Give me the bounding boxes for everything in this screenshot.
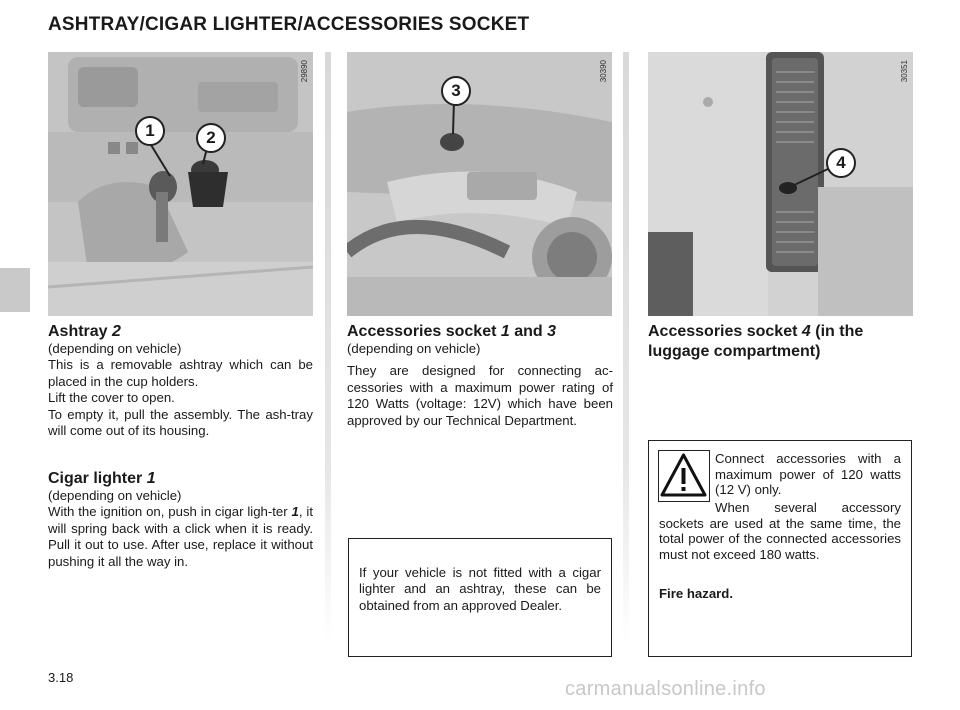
ashtray-heading: Ashtray 2 — [48, 323, 121, 340]
chapter-tab — [0, 268, 30, 312]
callout-4: 4 — [826, 148, 856, 178]
photo-code: 30351 — [900, 60, 909, 83]
page-number: 3.18 — [48, 670, 74, 685]
note-box — [348, 538, 612, 657]
watermark: carmanualsonline.info — [565, 678, 766, 700]
warning-line2: When several accessory sockets are used at the same time, the total power of the connected accessories must not exceed 180 watts. — [659, 500, 901, 562]
cigar-lighter-heading: Cigar lighter 1 — [48, 470, 156, 487]
column-divider — [325, 52, 331, 642]
ashtray-sub: (depending on vehicle) — [48, 341, 182, 356]
photo-luggage-socket — [648, 52, 913, 316]
warning-line1: Connect accessories with a maximum power of 120 watts (12 V) only. — [715, 451, 901, 497]
accessories-socket-1-3-body: (depending on vehicle) They are designed for connecting ac-cessories with a maximum power rating of 120 Watts (voltage: 12V) which have been approved by our Technical Department. — [347, 341, 613, 428]
photo-code: 30390 — [599, 60, 608, 83]
warning-emphasis: Fire hazard. — [659, 586, 734, 601]
accessories-socket-1-3-heading: Accessories socket 1 and 3 — [347, 323, 557, 340]
photo-code: 29890 — [300, 60, 309, 83]
ashtray-body: (depending on vehicle) This is a removable ashtray which can be placed in the cup holders. Lift the cover to open. To empty it, pull the assembly. The ash-tray will come out of its housing. — [48, 341, 313, 439]
warning-triangle-icon — [658, 450, 710, 502]
note-text: If your vehicle is not fitted with a cigar lighter and an ashtray, these can be obtained from an approved Dealer. — [359, 565, 601, 613]
page-title: ASHTRAY/CIGAR LIGHTER/ACCESSORIES SOCKET — [48, 14, 530, 35]
column-divider — [623, 52, 629, 642]
photo-dashboard-socket — [347, 52, 612, 316]
warning-box — [648, 440, 912, 657]
callout-1: 1 — [135, 116, 165, 146]
photo-dashboard-ashtray — [48, 52, 313, 316]
callout-3: 3 — [441, 76, 471, 106]
callout-2: 2 — [196, 123, 226, 153]
accessories-socket-4-heading: Accessories socket 4 (in the luggage compartment) — [648, 323, 864, 360]
cigar-lighter-body: (depending on vehicle) With the ignition on, push in cigar ligh-ter 1, it will spring back with a click when it is ready. Pull it out to use. After use, replace it without pushing it all the way in. — [48, 488, 313, 569]
